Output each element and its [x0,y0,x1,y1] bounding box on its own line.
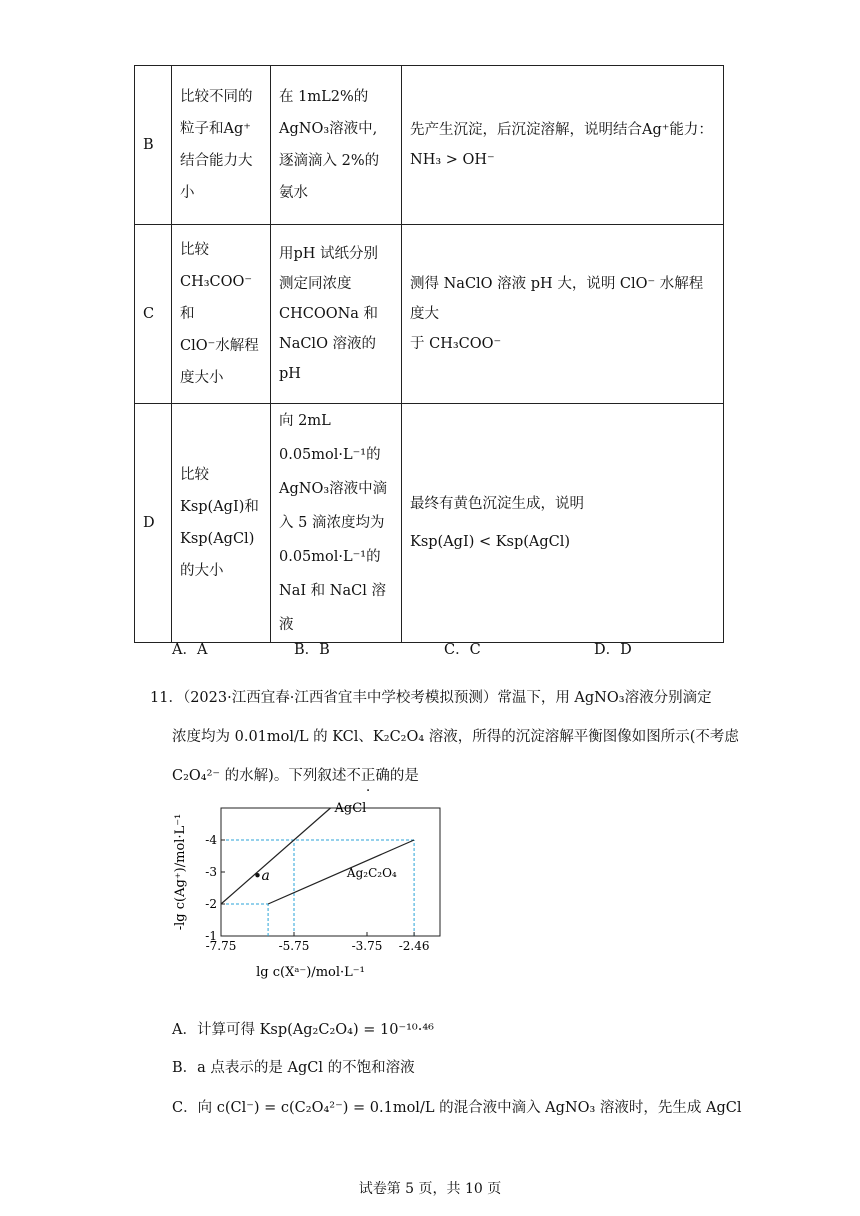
row-label: B [135,66,172,225]
cell-line: 于 CH₃COO⁻ [410,336,502,352]
point-a [255,873,259,877]
x-tick-label: -3.75 [351,939,383,953]
row-conclusion [402,66,724,225]
x-tick-label: -5.75 [278,939,310,953]
x-tick-label: -7.75 [205,939,237,953]
cell-line: 向 2mL [279,413,331,429]
option-a[interactable]: A．A [172,642,208,658]
solubility-chart [160,798,460,1003]
q11-stem-line3 [172,764,419,785]
cell-line: 用pH 试纸分别 [279,246,379,262]
y-axis-label: -lg c(Ag⁺)/mol·L⁻¹ [173,813,188,931]
cell-line: Ksp(AgCl) [180,531,255,547]
row-purpose [172,66,271,225]
row-purpose [172,404,271,643]
plot-frame [221,808,440,936]
row-label: C [135,225,172,404]
cell-line: 在 1mL2%的 [279,89,369,105]
series-label: AgCl [334,801,367,816]
row-conclusion [402,225,724,404]
cell-line: 先产生沉淀，后沉淀溶解，说明结合Ag⁺能力： [410,122,713,138]
y-tick-label: -4 [205,833,217,847]
cell-line: AgNO₃溶液中, [279,121,378,137]
cell-line: 结合能力大 [180,153,253,169]
y-tick-label: -1 [205,929,217,943]
y-tick-label: -2 [205,897,217,911]
q10-options [172,638,732,660]
cell-line: 氨水 [279,185,308,201]
point-label: a [261,868,270,885]
cell-line: 测得 NaClO 溶液 pH 大，说明 ClO⁻ 水解程度大 [410,276,704,322]
cell-line: pH [279,366,301,382]
cell-line: 的大小 [180,563,224,579]
cell-line: ClO⁻水解程 [180,338,259,354]
row-operation [271,225,402,404]
row-conclusion [402,404,724,643]
cell-line: 0.05mol·L⁻¹的 [279,549,381,565]
q11-stem-text: C₂O₄²⁻ 的水解)。下列叙述 [172,768,347,784]
option-d[interactable]: D．D [594,642,632,658]
q11-stem-text: 的是 [389,768,419,784]
cell-line: Ksp(AgI) < Ksp(AgCl) [410,534,571,550]
q11-stem-line1: 11．（2023·江西宜春·江西省宜丰中学校考模拟预测）常温下，用 AgNO₃溶液分别滴定 [150,690,712,706]
cell-line: Ksp(AgI)和 [180,499,259,515]
cell-line: 0.05mol·L⁻¹的 [279,447,381,463]
experiment-table [134,65,724,643]
table-row [135,225,724,404]
emphasis-text: 不正确 [346,768,390,784]
cell-line: 比较 [180,242,209,258]
row-purpose [172,225,271,404]
q11-stem-line2: 浓度均为 0.01mol/L 的 KCl、K₂C₂O₄ 溶液，所得的沉淀溶解平衡图像如图所示(不考虑 [172,729,739,745]
cell-line: CHCOONa 和 [279,306,379,322]
series-label: Ag₂C₂O₄ [346,865,397,880]
cell-line: NaClO 溶液的 [279,336,377,352]
cell-line: 度大小 [180,370,224,386]
answer-a[interactable]: A．计算可得 Ksp(Ag₂C₂O₄) = 10⁻¹⁰·⁴⁶ [172,1022,434,1038]
option-c[interactable]: C．C [444,642,481,658]
row-operation [271,66,402,225]
cell-line: AgNO₃溶液中滴 [279,481,388,497]
page-footer: 试卷第 5 页，共 10 页 [358,1181,502,1197]
cell-line: 最终有黄色沉淀生成，说明 [410,496,584,512]
x-axis-label: lg c(Xᵃ⁻)/mol·L⁻¹ [256,965,365,980]
cell-line: NH₃ > OH⁻ [410,152,495,168]
answer-b[interactable]: B．a 点表示的是 AgCl 的不饱和溶液 [172,1060,415,1076]
cell-line: CH₃COO⁻和 [180,274,253,322]
answer-c[interactable]: C．向 c(Cl⁻) = c(C₂O₄²⁻) = 0.1mol/L 的混合液中滴入 AgNO₃ 溶液时，先生成 AgCl [172,1100,742,1116]
table-row [135,66,724,225]
y-tick-label: -3 [205,865,217,879]
cell-line: 逐滴滴入 2%的 [279,153,380,169]
option-b[interactable]: B．B [294,642,330,658]
x-tick-label: -2.46 [398,939,430,953]
cell-line: 比较不同的 [180,89,253,105]
cell-line: 粒子和Ag⁺ [180,121,251,137]
cell-line: 小 [180,185,195,201]
table-row [135,404,724,643]
row-label: D [135,404,172,643]
row-operation [271,404,402,643]
series-line-agcl [221,808,331,904]
cell-line: 测定同浓度 [279,276,352,292]
cell-line: NaI 和 NaCl 溶液 [279,583,386,633]
cell-line: 入 5 滴浓度均为 [279,515,385,531]
cell-line: 比较 [180,467,209,483]
